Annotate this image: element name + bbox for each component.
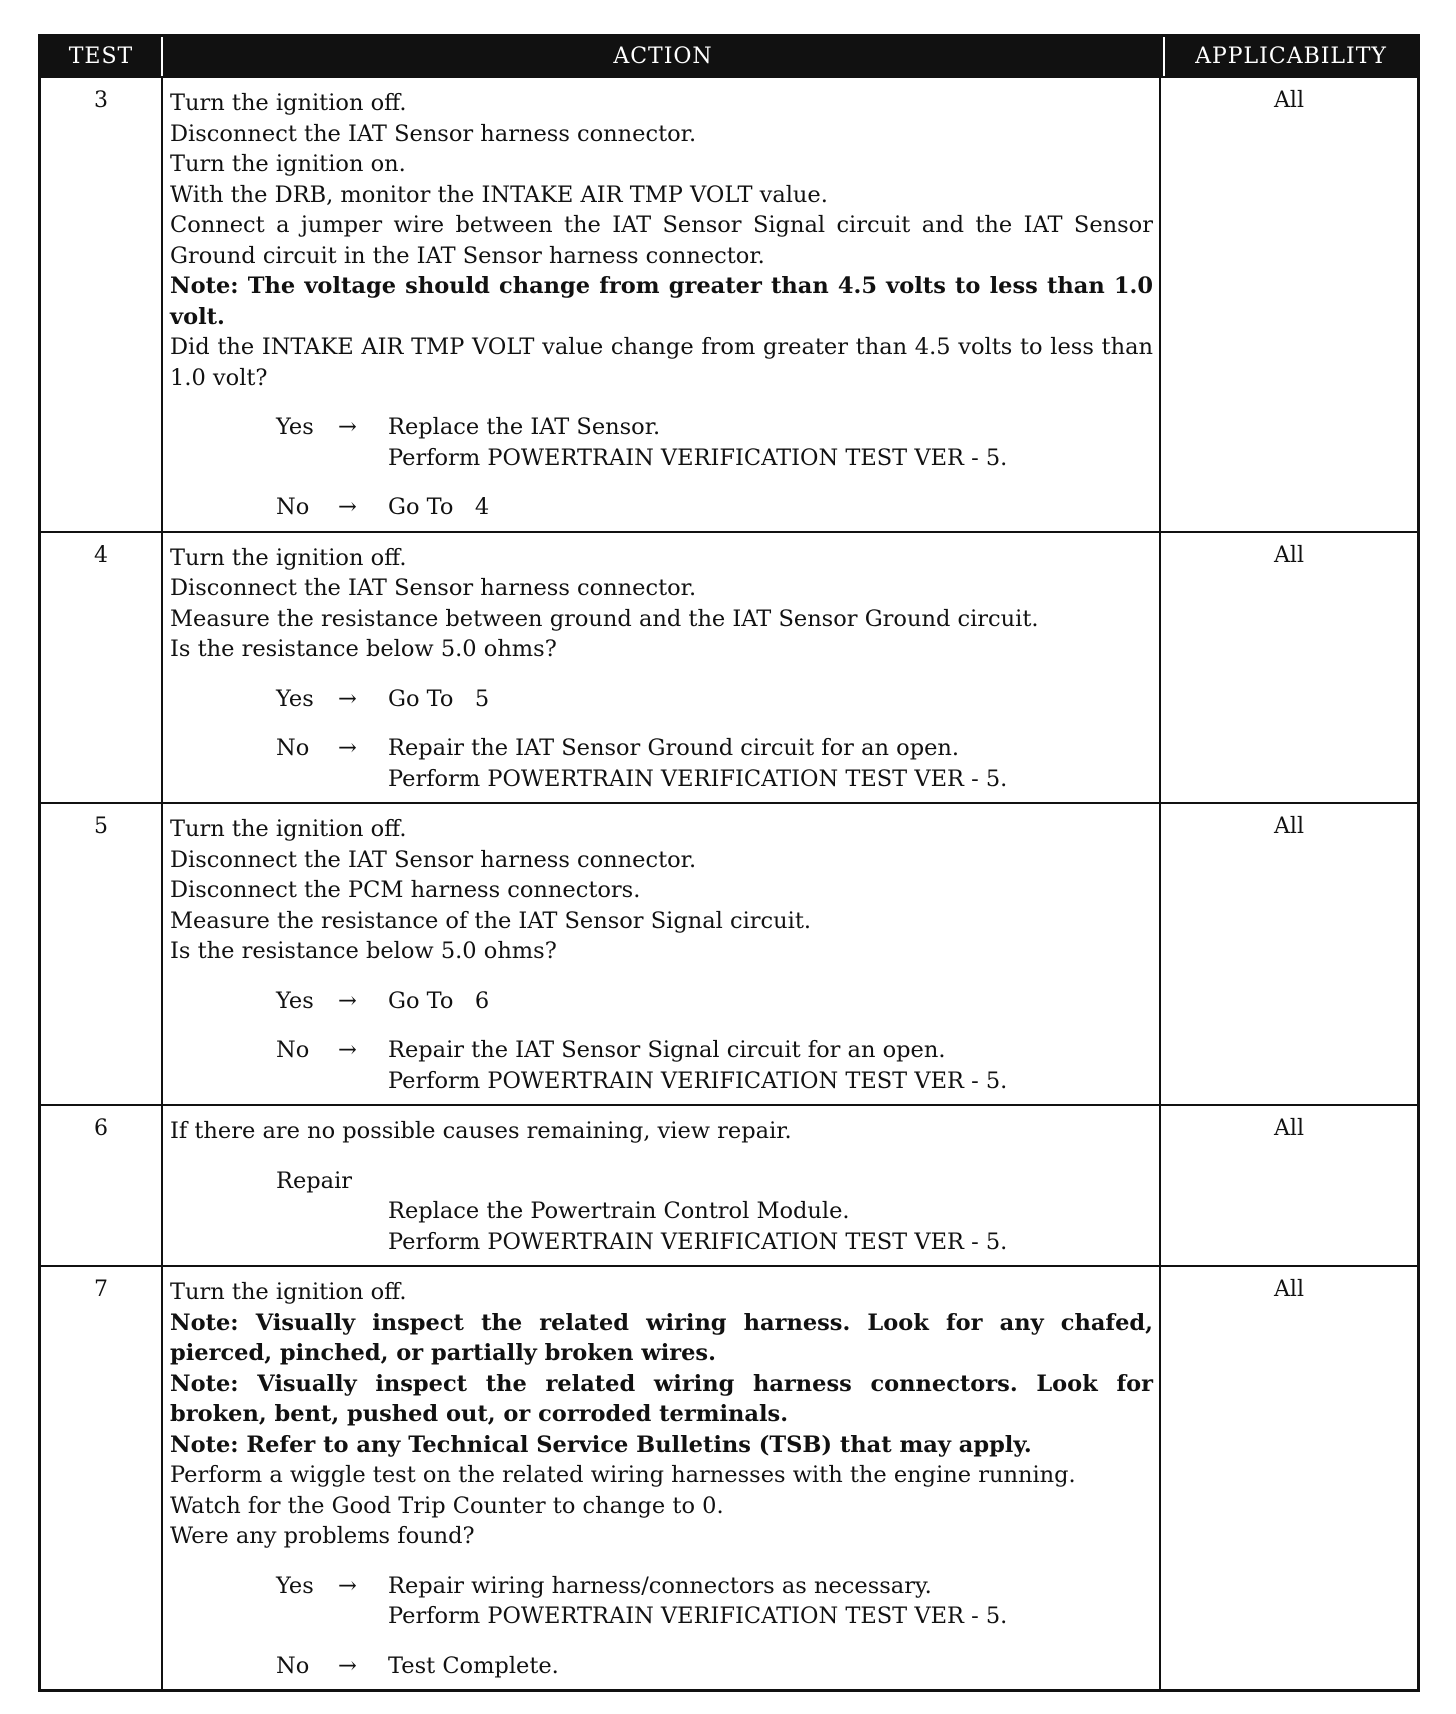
- diagnostic-test-table: [38, 34, 1420, 1692]
- table-header: [41, 37, 1417, 76]
- table-row: [41, 1265, 1417, 1689]
- option-result: [388, 412, 1153, 473]
- arrow-icon: →: [338, 685, 357, 712]
- action-cell: [161, 78, 1161, 531]
- action-line: Measure the resistance between ground and the IAT Sensor Ground circuit.: [170, 605, 1039, 632]
- note-line: Note: Visually inspect the related wiring harness. Look for any chafed, pierced, pinched, or partially broken wires.: [170, 1309, 1153, 1366]
- table-row: [41, 1104, 1417, 1265]
- action-line: If there are no possible causes remaining, view repair.: [170, 1118, 792, 1144]
- action-line: Disconnect the IAT Sensor harness connector.: [170, 846, 697, 873]
- applicability-value: All: [1274, 814, 1304, 839]
- result-line: Go To 5: [388, 685, 490, 712]
- test-number: 5: [94, 814, 108, 839]
- result-line: Perform POWERTRAIN VERIFICATION TEST VER - 5.: [388, 1603, 1008, 1629]
- action-cell: [161, 533, 1161, 803]
- option-no: [276, 492, 1153, 523]
- test-number: 4: [94, 542, 108, 568]
- result-line: Replace the IAT Sensor.: [388, 414, 661, 440]
- action-line: Disconnect the IAT Sensor harness connector.: [170, 120, 697, 147]
- option-result: [388, 492, 1153, 523]
- result-line: Perform POWERTRAIN VERIFICATION TEST VER - 5.: [388, 1067, 1008, 1094]
- option-label: No: [276, 1037, 310, 1063]
- question-line: Were any problems found?: [170, 1523, 475, 1549]
- action-line: Perform a wiggle test on the related wiring harnesses with the engine running.: [170, 1462, 1076, 1488]
- option-result: [388, 1571, 1153, 1632]
- header-action: ACTION: [161, 37, 1163, 76]
- option-yes: [276, 412, 1153, 473]
- action-line: Turn the ignition off.: [170, 816, 407, 842]
- action-line: Watch for the Good Trip Counter to change to 0.: [170, 1492, 724, 1519]
- question-line: Is the resistance below 5.0 ohms?: [170, 938, 557, 964]
- table-row: [41, 76, 1417, 531]
- option-label: No: [276, 735, 310, 761]
- action-line: With the DRB, monitor the INTAKE AIR TMP VOLT value.: [170, 181, 828, 208]
- header-applicability: APPLICABILITY: [1163, 37, 1417, 76]
- option-result: [388, 684, 1153, 715]
- result-line: Perform POWERTRAIN VERIFICATION TEST VER - 5.: [388, 765, 1008, 792]
- action-cell: [161, 1267, 1161, 1689]
- result-line: Repair the IAT Sensor Ground circuit for an open.: [388, 735, 960, 761]
- result-line: Perform POWERTRAIN VERIFICATION TEST VER - 5.: [388, 444, 1008, 471]
- arrow-icon: →: [338, 494, 357, 520]
- header-test: TEST: [68, 44, 134, 69]
- arrow-icon: →: [338, 735, 357, 761]
- option-no: [276, 733, 1153, 794]
- table-row: [41, 802, 1417, 1104]
- action-line: Measure the resistance of the IAT Sensor Signal circuit.: [170, 907, 812, 934]
- result-line: Repair the IAT Sensor Signal circuit for an open.: [388, 1037, 946, 1063]
- option-result: [388, 986, 1153, 1017]
- option-label: Yes: [276, 414, 314, 440]
- action-line: Turn the ignition on.: [170, 151, 406, 177]
- arrow-icon: →: [338, 1572, 357, 1599]
- action-line: Connect a jumper wire between the IAT Sensor Signal circuit and the IAT Sensor Ground circuit in the IAT Sensor harness connector.: [170, 212, 1153, 269]
- option-label: Yes: [276, 685, 314, 712]
- repair-line: Replace the Powertrain Control Module.: [388, 1198, 850, 1224]
- option-no: [276, 1651, 1153, 1682]
- option-no: [276, 1035, 1153, 1096]
- arrow-icon: →: [338, 1652, 357, 1679]
- applicability-value: All: [1274, 88, 1304, 113]
- answer-options: [170, 684, 1153, 795]
- result-line: Test Complete.: [388, 1652, 559, 1679]
- option-result: [388, 1651, 1153, 1682]
- option-yes: [276, 684, 1153, 715]
- arrow-icon: →: [338, 414, 357, 440]
- applicability-value: All: [1274, 1116, 1304, 1141]
- result-line: Repair wiring harness/connectors as necessary.: [388, 1572, 932, 1599]
- action-line: Turn the ignition off.: [170, 1279, 407, 1305]
- option-yes: [276, 986, 1153, 1017]
- action-line: Turn the ignition off.: [170, 90, 407, 116]
- repair-label: Repair: [276, 1167, 353, 1194]
- option-label: Yes: [276, 987, 314, 1014]
- option-label: No: [276, 1652, 310, 1679]
- action-line: Turn the ignition off.: [170, 544, 407, 571]
- option-label: Yes: [276, 1572, 314, 1599]
- repair-steps: [170, 1196, 1153, 1257]
- option-yes: [276, 1571, 1153, 1632]
- answer-options: [170, 986, 1153, 1097]
- test-number: 6: [94, 1116, 108, 1141]
- action-line: Disconnect the PCM harness connectors.: [170, 877, 641, 903]
- answer-options: [170, 412, 1153, 523]
- action-cell: [161, 1106, 1161, 1265]
- repair-line: Perform POWERTRAIN VERIFICATION TEST VER - 5.: [388, 1228, 1008, 1255]
- arrow-icon: →: [338, 1037, 357, 1063]
- action-cell: [161, 804, 1161, 1104]
- result-line: Go To 4: [388, 494, 490, 520]
- test-number: 3: [94, 88, 108, 113]
- action-line: Disconnect the IAT Sensor harness connector.: [170, 575, 697, 601]
- arrow-icon: →: [338, 987, 357, 1014]
- answer-options: [170, 1571, 1153, 1682]
- applicability-value: All: [1274, 1277, 1304, 1302]
- option-result: [388, 1035, 1153, 1096]
- note-line: Note: The voltage should change from greater than 4.5 volts to less than 1.0 volt.: [170, 273, 1153, 330]
- question-line: Did the INTAKE AIR TMP VOLT value change from greater than 4.5 volts to less than 1.0 volt?: [170, 334, 1153, 391]
- note-line: Note: Visually inspect the related wiring harness connectors. Look for broken, bent, pushed out, or corroded terminals.: [170, 1370, 1153, 1427]
- option-result: [388, 733, 1153, 794]
- option-label: No: [276, 494, 310, 520]
- note-line: Note: Refer to any Technical Service Bulletins (TSB) that may apply.: [170, 1431, 1032, 1458]
- result-line: Go To 6: [388, 987, 490, 1014]
- question-line: Is the resistance below 5.0 ohms?: [170, 636, 557, 662]
- applicability-value: All: [1274, 542, 1304, 568]
- test-number: 7: [94, 1277, 108, 1302]
- table-row: [41, 531, 1417, 803]
